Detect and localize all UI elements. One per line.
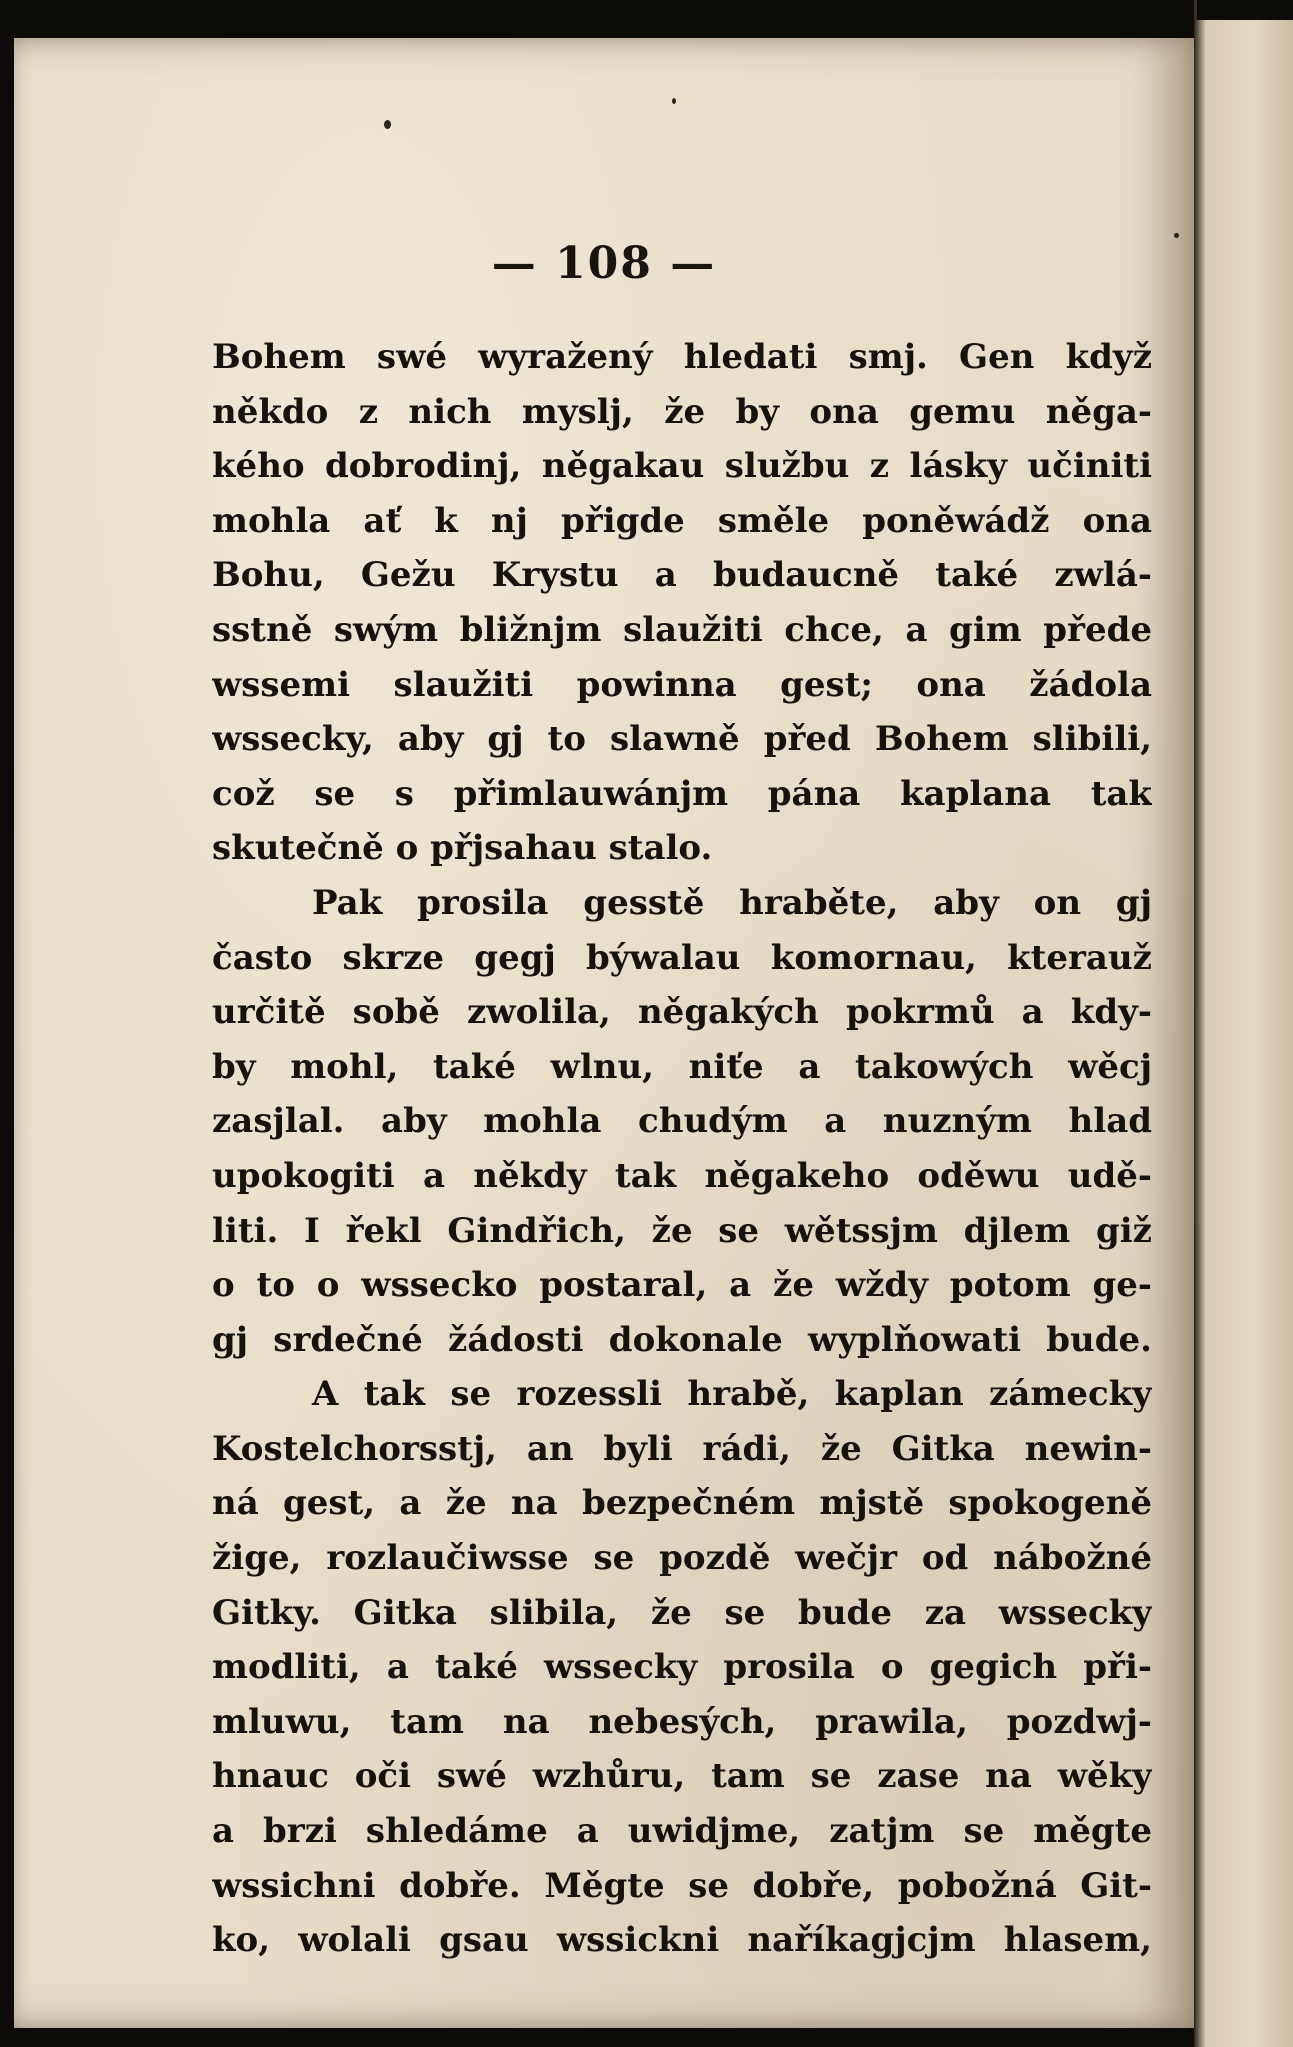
text-line: často skrze gegj býwalau komornau, kterauž	[212, 937, 1152, 978]
text-line: Bohem swé wyražený hledati smj. Gen když	[212, 337, 1152, 377]
text-line: skutečně o přjsahau stalo.	[212, 828, 713, 869]
text-line: liti. I řekl Gindřich, že se wětssjm djlem giž	[212, 1210, 1152, 1251]
text-line: by mohl, také wlnu, niťe a takowých wěcj	[212, 1046, 1152, 1087]
text-line: hnauc oči swé wzhůru, tam se zase na wěky	[212, 1756, 1152, 1797]
adjacent-page-edge	[1194, 20, 1293, 2047]
text-line: ko, wolali gsau wssickni naříkagjcjm hlasem,	[212, 1920, 1152, 1961]
text-line: wssichni dobře. Měgte se dobře, pobožná Git-	[212, 1865, 1152, 1906]
text-line: někdo z nich myslj, že by ona gemu něga-	[212, 391, 1152, 432]
text-line: mohla ať k nj přigde směle poněwádž ona	[212, 500, 1152, 541]
ink-speck	[384, 120, 391, 129]
text-line: kého dobrodinj, něgakau službu z lásky učiniti	[212, 446, 1152, 487]
text-line: sstně swým bližnjm slaužiti chce, a gim přede	[212, 609, 1152, 650]
text-line: modliti, a také wssecky prosila o gegich při-	[212, 1647, 1152, 1688]
text-line: a brzi shledáme a uwidjme, zatjm se měgte	[212, 1811, 1152, 1852]
book-page	[14, 38, 1194, 2028]
text-line: ná gest, a že na bezpečném mjstě spokogeně	[212, 1483, 1152, 1524]
text-line: upokogiti a někdy tak něgakeho oděwu udě-	[212, 1155, 1152, 1196]
paragraph-start-line: Pak prosila gesstě hraběte, aby on gj	[312, 882, 1152, 923]
text-line: Kostelchorsstj, an byli rádi, že Gitka newin-	[212, 1428, 1152, 1469]
text-line: gj srdečné žádosti dokonale wyplňowati bude.	[212, 1319, 1152, 1360]
text-line: žige, rozlaučiwsse se pozdě wečjr od nábožné	[212, 1538, 1152, 1579]
text-line: Bohu, Gežu Krystu a budaucně také zwlá-	[212, 555, 1152, 596]
body-text	[212, 330, 1152, 1968]
text-line: zasjlal. aby mohla chudým a nuzným hlad	[212, 1101, 1152, 1142]
text-line: o to o wssecko postaral, a že wždy potom ge-	[212, 1265, 1152, 1306]
text-line: což se s přimlauwánjm pána kaplana tak	[212, 773, 1152, 814]
paragraph-start-line: A tak se rozessli hrabě, kaplan zámecky	[312, 1374, 1152, 1415]
ink-speck	[672, 98, 676, 104]
text-line: wssemi slaužiti powinna gest; ona žádola	[212, 664, 1152, 705]
text-line: Gitky. Gitka slibila, že se bude za wssecky	[212, 1592, 1152, 1633]
text-line: wssecky, aby gj to slawně před Bohem slibili,	[212, 719, 1152, 760]
text-line: určitě sobě zwolila, něgakých pokrmů a kdy-	[212, 992, 1152, 1033]
text-line: mluwu, tam na nebesých, prawila, pozdwj-	[212, 1701, 1152, 1742]
page-number: — 108 —	[491, 238, 717, 289]
